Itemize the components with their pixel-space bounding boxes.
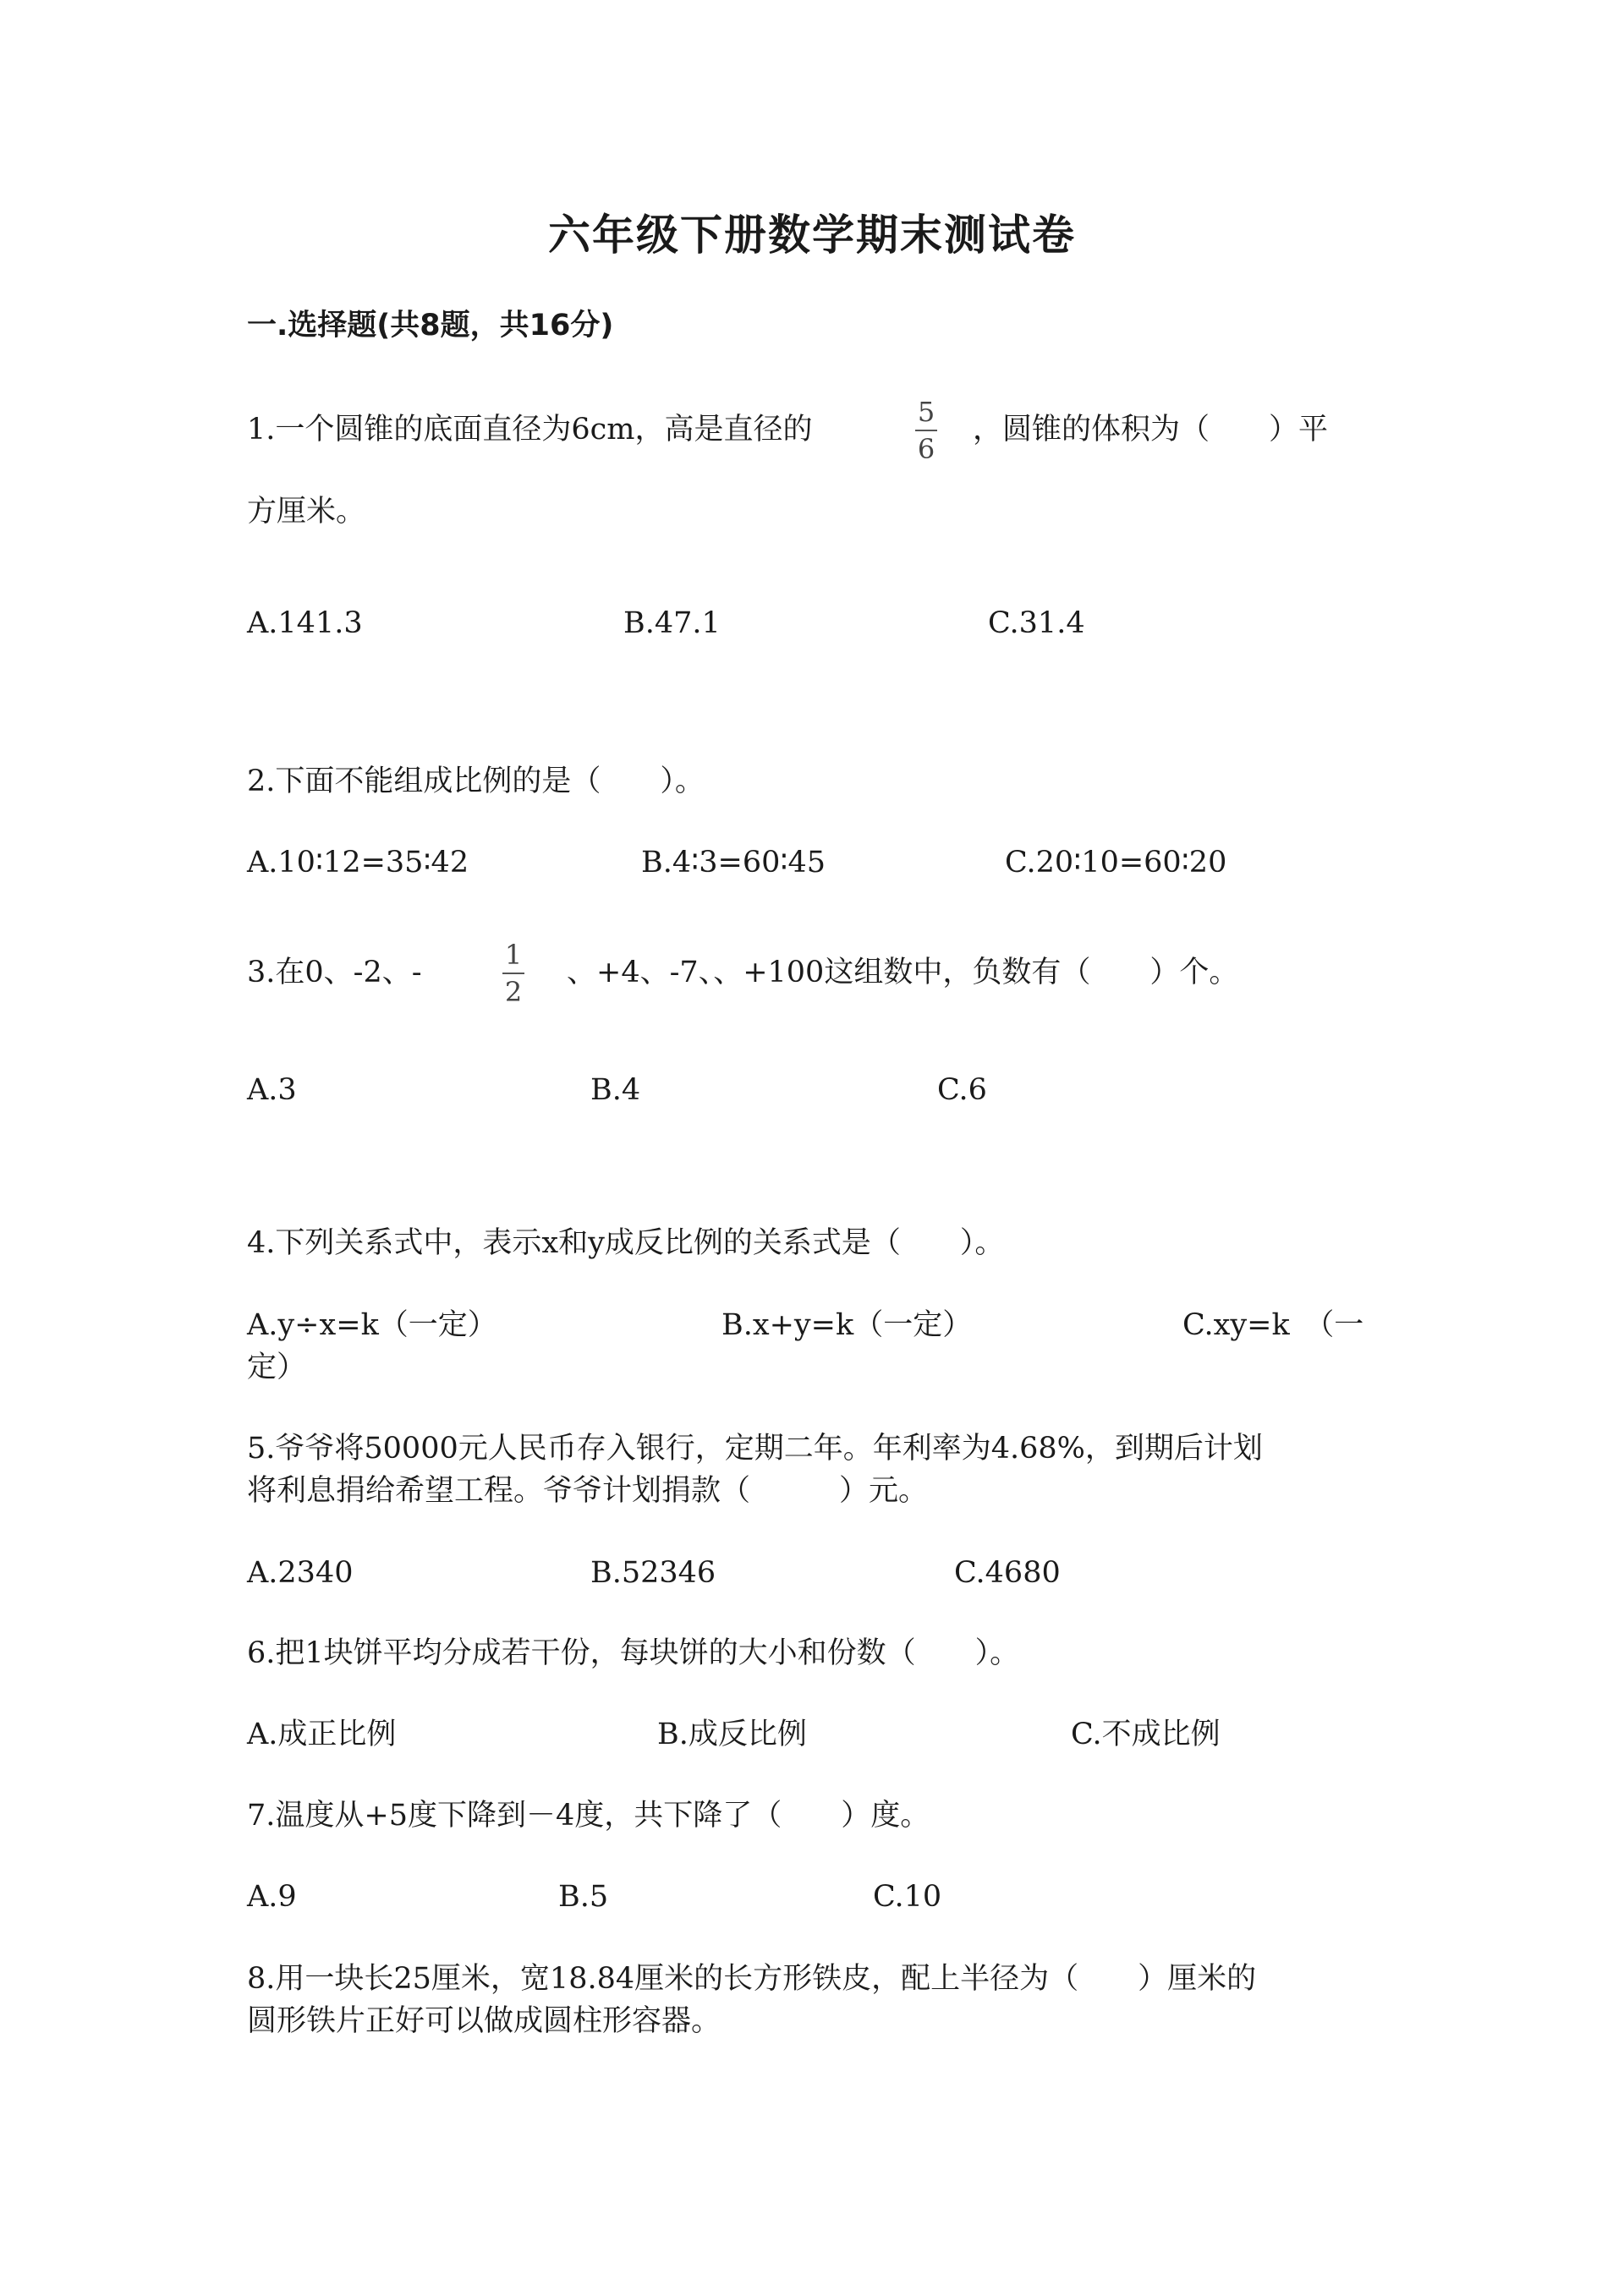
- question-2-option-b: B.4∶3=60∶45: [641, 846, 826, 879]
- question-7-option-a: A.9: [247, 1880, 297, 1914]
- question-5-option-b: B.52346: [590, 1556, 716, 1590]
- question-8-text-a: 8.用一块长25厘米，宽18.84厘米的长方形铁皮，配上半径为（ ）厘米的: [247, 1962, 1257, 1996]
- page-title: 六年级下册数学期末测试卷: [548, 211, 1076, 260]
- question-3-fraction: [502, 940, 524, 1006]
- question-3-option-c: C.6: [937, 1073, 987, 1107]
- question-4-option-a: A.y÷x=k（一定）: [247, 1308, 497, 1342]
- question-6-option-a: A.成正比例: [247, 1718, 397, 1751]
- question-1-fraction: [915, 397, 937, 463]
- question-1-text-c: 方厘米。: [247, 495, 366, 529]
- question-4-option-b: B.x+y=k（一定）: [721, 1308, 973, 1342]
- question-3-option-b: B.4: [590, 1073, 641, 1107]
- question-2-option-a: A.10∶12=35∶42: [247, 846, 469, 879]
- question-6-option-c: C.不成比例: [1071, 1718, 1221, 1751]
- fraction-numerator: 1: [504, 939, 523, 971]
- question-7-option-c: C.10: [873, 1880, 942, 1914]
- fraction-denominator: 6: [917, 433, 935, 465]
- question-3-option-a: A.3: [247, 1073, 297, 1107]
- question-8-text-b: 圆形铁片正好可以做成圆柱形容器。: [247, 2004, 721, 2038]
- question-7-option-b: B.5: [558, 1880, 609, 1914]
- question-5-option-a: A.2340: [247, 1556, 354, 1590]
- question-6-option-b: B.成反比例: [657, 1718, 807, 1751]
- question-5-text-b: 将利息捐给希望工程。爷爷计划捐款（ ）元。: [247, 1474, 929, 1508]
- question-4-option-c: C.xy=k （一: [1182, 1308, 1364, 1342]
- question-1-text-a: 1.一个圆锥的底面直径为6cm，高是直径的: [247, 413, 813, 447]
- question-3-text-a: 3.在0、-2、-: [247, 956, 422, 989]
- fraction-bar: [502, 973, 524, 974]
- question-2-text: 2.下面不能组成比例的是（ ）。: [247, 764, 705, 798]
- question-4-option-c-wrap: 定）: [247, 1351, 307, 1384]
- fraction-numerator: 5: [917, 396, 935, 428]
- question-6-text: 6.把1块饼平均分成若干份，每块饼的大小和份数（ ）。: [247, 1636, 1020, 1670]
- question-5-option-c: C.4680: [954, 1556, 1061, 1590]
- question-2-option-c: C.20∶10=60∶20: [1005, 846, 1227, 879]
- fraction-bar: [915, 430, 937, 431]
- question-3-text-b: 、+4、-7、、+100这组数中，负数有（ ）个。: [567, 956, 1239, 989]
- question-1-text-b: ，圆锥的体积为（ ）平: [973, 413, 1329, 447]
- question-5-text-a: 5.爷爷将50000元人民币存入银行，定期二年。年利率为4.68%，到期后计划: [247, 1432, 1263, 1466]
- section-heading: 一.选择题(共8题，共16分): [247, 309, 614, 342]
- question-1-option-b: B.47.1: [623, 606, 721, 640]
- question-1-option-a: A.141.3: [247, 606, 363, 640]
- question-4-text: 4.下列关系式中，表示x和y成反比例的关系式是（ ）。: [247, 1226, 1005, 1260]
- fraction-denominator: 2: [504, 976, 523, 1008]
- question-7-text: 7.温度从+5度下降到－4度，共下降了（ ）度。: [247, 1799, 930, 1833]
- question-1-option-c: C.31.4: [988, 606, 1085, 640]
